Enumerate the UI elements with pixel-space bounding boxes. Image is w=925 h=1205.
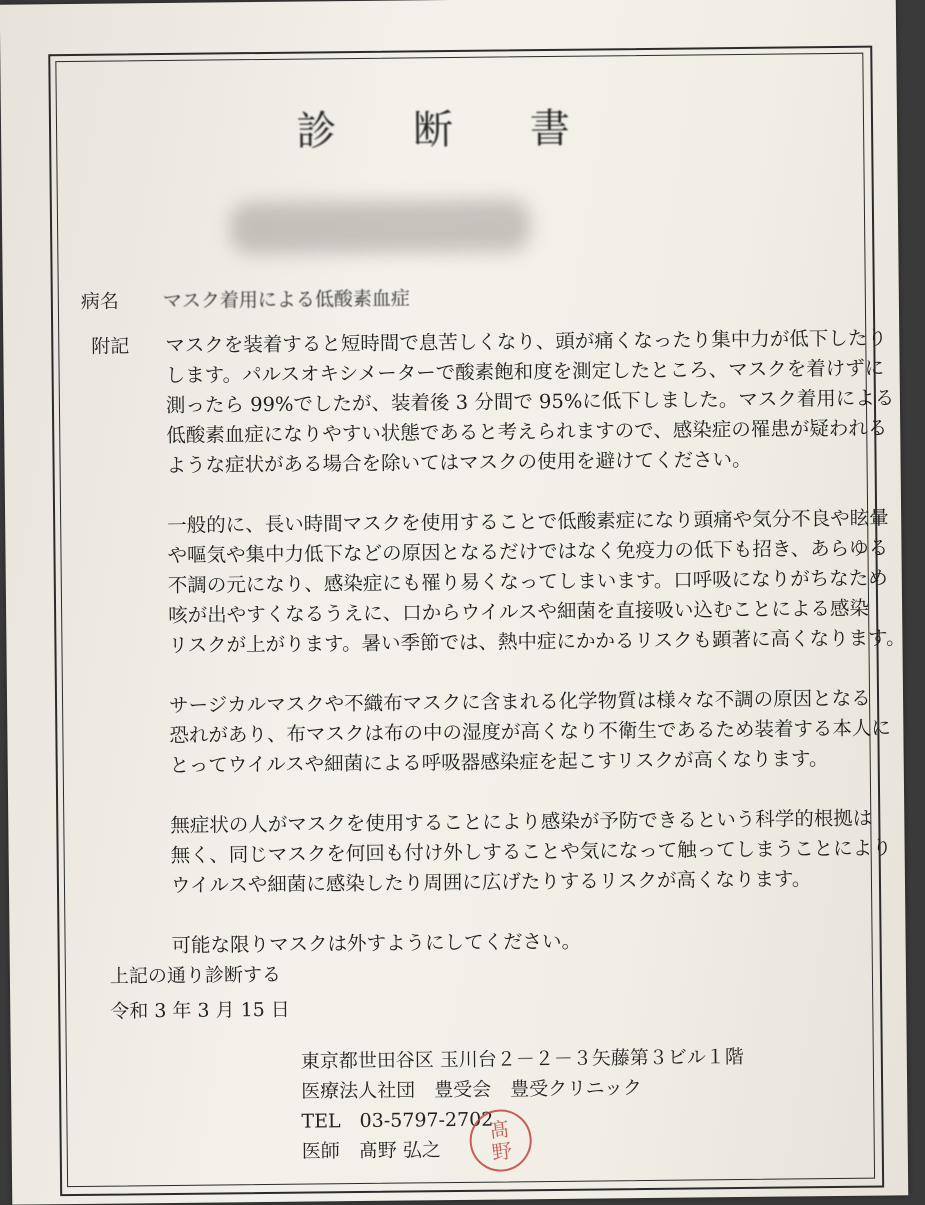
note-line: します。パルスオキシメーターで酸素飽和度を測定したところ、マスクを着けずに <box>165 356 885 388</box>
note-paragraph <box>165 324 895 481</box>
note-line: とってウイルスや細菌による呼吸器感染症を起こすリスクが高くなります。 <box>169 747 829 777</box>
note-line: 無く、同じマスクを何回も付け外しすることや気になって触ってしまうことにより <box>170 836 892 867</box>
note-line: マスクを装着すると短時間で息苦しくなり、頭が痛くなったり集中力が低下したり <box>165 326 887 358</box>
note-line: 測ったら 99%でしたが、装着後 3 分間で 95%に低下しました。マスク着用による <box>165 386 895 418</box>
note-line: 咳が出やすくなるうえに、口からウイルスや細菌を直接吸い込むことによる感染 <box>168 596 870 627</box>
note-paragraph <box>171 924 851 961</box>
clinic-address: 東京都世田谷区 玉川台２－２－３矢藤第３ビル１階 <box>300 1045 744 1073</box>
note-line: ウイルスや細菌に感染したり周囲に広げたりするリスクが高くなります。 <box>170 867 812 897</box>
clinic-phone: TEL 03-5797-2702 <box>301 1108 494 1133</box>
note-line: サージカルマスクや不織布マスクに含まれる化学物質は様々な不調の原因となる <box>168 686 871 717</box>
note-line: 無症状の人がマスクを使用することにより感染が予防できるという科学的根拠は <box>170 806 873 837</box>
disease-name: マスク着用による低酸素血症 <box>162 287 410 313</box>
note-label: 附記 <box>91 335 130 358</box>
seal-char-2: 野 <box>490 1138 514 1165</box>
note-line: 恐れがあり、布マスクは布の中の湿度が高くなり不衛生であるため装着する本人に <box>169 716 891 747</box>
issue-date: 令和 3 年 3 月 15 日 <box>110 998 290 1023</box>
note-body <box>165 324 906 991</box>
document-title: 診 断 書 <box>296 105 603 155</box>
doctor-name: 医師 髙野 弘之 <box>301 1139 441 1163</box>
note-paragraph <box>168 684 891 781</box>
note-line: や嘔気や集中力低下などの原因となるだけではなく免疫力の低下も招き、あらゆる <box>167 536 889 567</box>
closing-statement: 上記の通り診断する <box>109 963 282 988</box>
note-line: 不調の元になり、感染症にも罹り易くなってしまいます。口呼吸になりがちなため <box>167 566 888 597</box>
note-line: 可能な限りマスクは外すようにしてください。 <box>171 929 582 957</box>
note-line: ような症状がある場合を除いてはマスクの使用を避けてください。 <box>166 447 752 478</box>
redacted-patient-name <box>230 199 531 254</box>
clinic-name: 医療法人社団 豊受会 豊受クリニック <box>301 1077 643 1103</box>
note-line: リスクが上がります。暑い季節では、熱中症にかかるリスクも顕著に高くなります。 <box>168 626 906 657</box>
disease-label: 病名 <box>80 290 119 313</box>
note-paragraph <box>170 804 892 901</box>
note-paragraph <box>167 504 906 661</box>
note-line: 一般的に、長い時間マスクを使用することで低酸素症になり頭痛や気分不良や眩暈 <box>167 506 889 537</box>
seal-char-1: 髙 <box>488 1116 511 1143</box>
note-line: 低酸素血症になりやすい状態であると考えられますので、感染症の罹患が疑われる <box>166 416 888 448</box>
